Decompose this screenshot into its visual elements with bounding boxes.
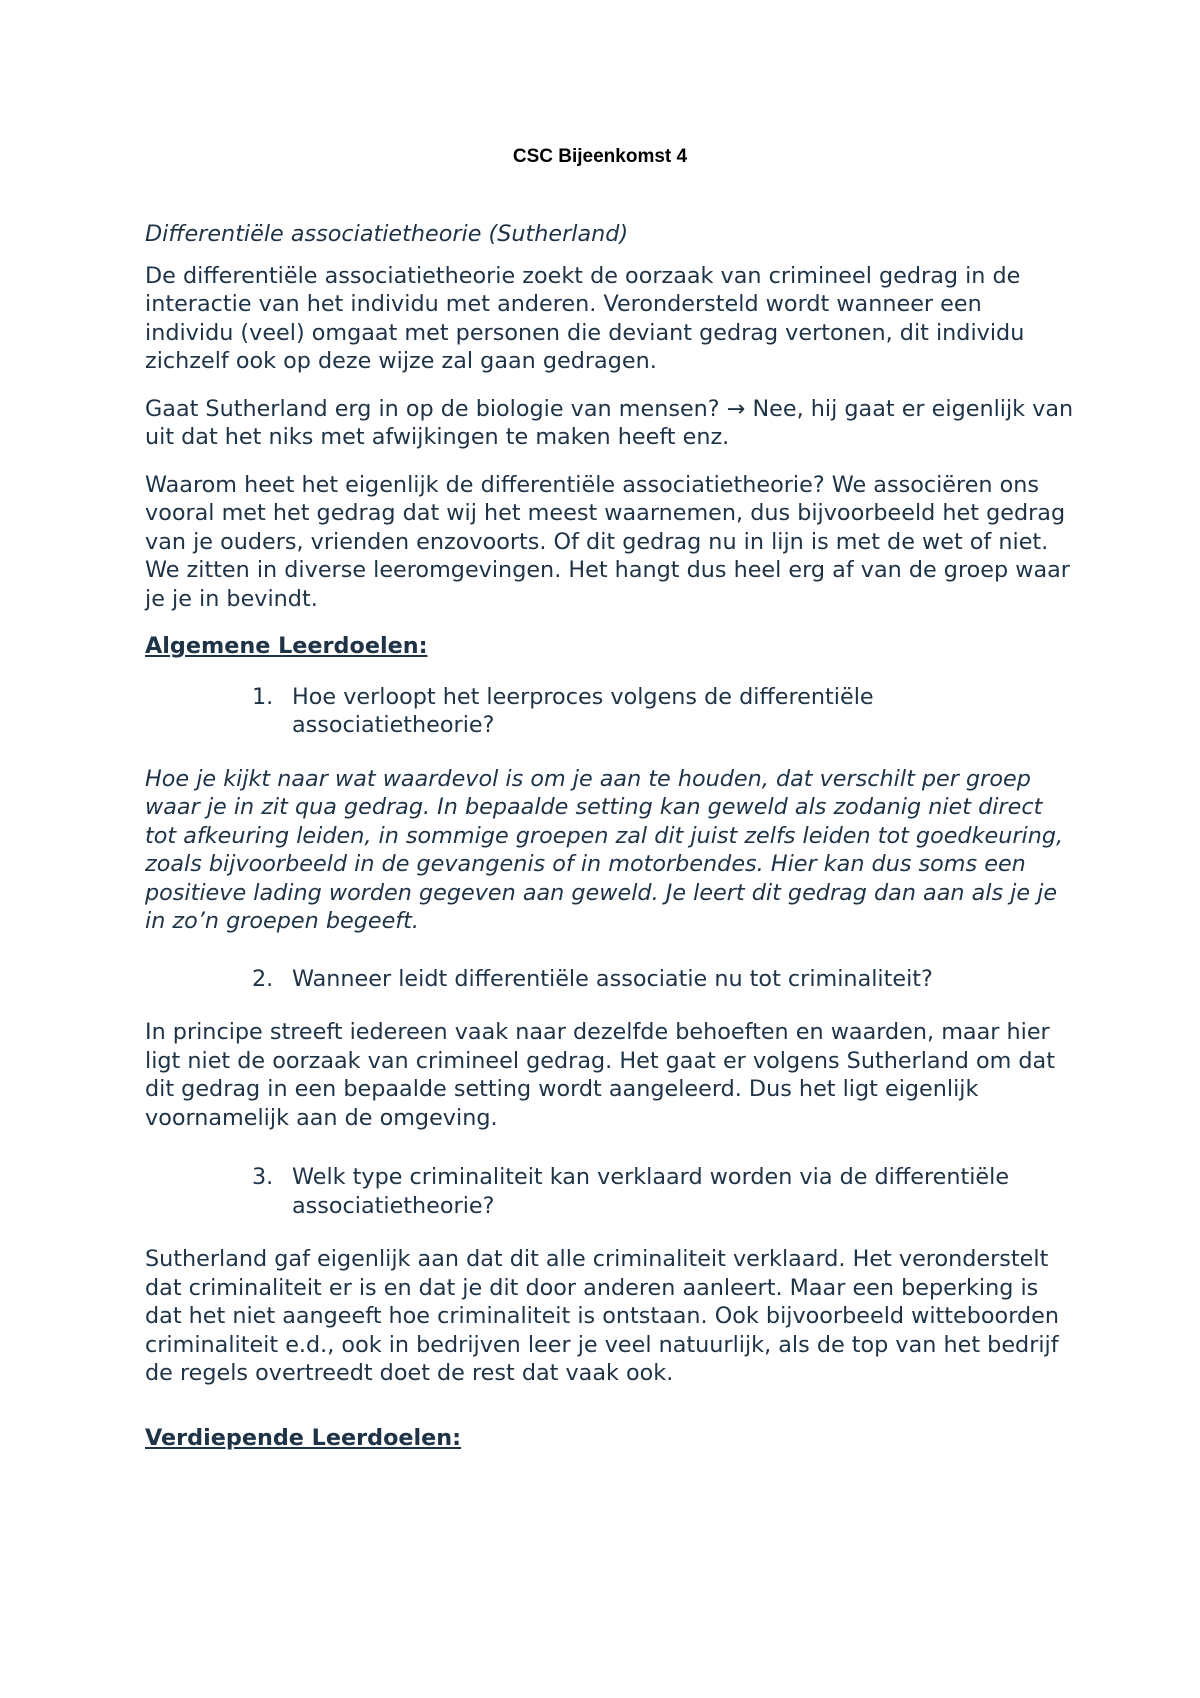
question-text: Welk type criminaliteit kan verklaard worden via de differentiële associatietheorie? <box>292 1164 1010 1219</box>
question-number: 3. <box>252 1164 274 1190</box>
question-number: 2. <box>252 965 274 992</box>
question-item <box>252 683 1075 740</box>
why-paragraph: Waarom heet het eigenlijk de differentiële associatietheorie? We associëren ons vooral met het gedrag dat wij het meest waarnemen, dus bijvoorbeeld het gedrag van je ouders, vrienden enzovoorts. Of dit gedrag nu in lijn is met de wet of niet. We zitten in diverse leeromgevingen. Het hangt dus heel erg af van de groep waar je je in bevindt. <box>145 471 1070 612</box>
document-title: CSC Bijeenkomst 4 <box>512 146 688 167</box>
theory-heading: Differentiële associatietheorie (Sutherland) <box>145 221 629 247</box>
question-number: 1. <box>252 683 274 710</box>
biology-paragraph: Gaat Sutherland erg in op de biologie van mensen? → Nee, hij gaat er eigenlijk van uit dat het niks met afwijkingen te maken heeft enz. <box>145 395 1074 450</box>
answer-paragraph: Hoe je kijkt naar wat waardevol is om je aan te houden, dat verschilt per groep waar je in zit qua gedrag. In bepaalde setting kan geweld als zodanig niet direct tot afkeuring leiden, in sommige groepen zal dit juist zelfs leiden tot goedkeuring, zoals bijvoorbeeld in de gevangenis of in motorbendes. Hier kan dus soms een positieve lading worden gegeven aan geweld. Je leert dit gedrag dan aan als je je in zo’n groepen begeeft. <box>145 765 1064 934</box>
answer-paragraph: Sutherland gaf eigenlijk aan dat dit alle criminaliteit verklaard. Het veronderstelt dat criminaliteit er is en dat je dit door anderen aanleert. Maar een beperking is dat het niet aangeeft hoe criminaliteit is ontstaan. Ook bijvoorbeeld witteboorden criminaliteit e.d., ook in bedrijven leer je veel natuurlijk, als de top van het bedrijf de regels overtreedt doet de rest dat vaak ook. <box>145 1246 1059 1386</box>
answer-paragraph: In principe streeft iedereen vaak naar dezelfde behoeften en waarden, maar hier ligt niet de oorzaak van crimineel gedrag. Het gaat er volgens Sutherland om dat dit gedrag in een bepaalde setting wordt aangeleerd. Dus het ligt eigenlijk voornamelijk aan de omgeving. <box>145 1019 1055 1131</box>
general-goals-heading: Algemene Leerdoelen: <box>145 633 428 659</box>
deep-goals-heading: Verdiepende Leerdoelen: <box>145 1424 462 1451</box>
intro-paragraph: De differentiële associatietheorie zoekt de oorzaak van crimineel gedrag in de interactie van het individu met anderen. Verondersteld wordt wanneer een individu (veel) omgaat met personen die deviant gedrag vertonen, dit individu zichzelf ook op deze wijze zal gaan gedragen. <box>145 262 1025 374</box>
question-text: Wanneer leidt differentiële associatie nu tot criminaliteit? <box>292 965 933 992</box>
document-body <box>145 220 1075 1474</box>
question-item <box>252 965 1075 994</box>
question-text: Hoe verloopt het leerproces volgens de differentiële associatietheorie? <box>292 683 874 738</box>
question-item <box>252 1163 1075 1220</box>
